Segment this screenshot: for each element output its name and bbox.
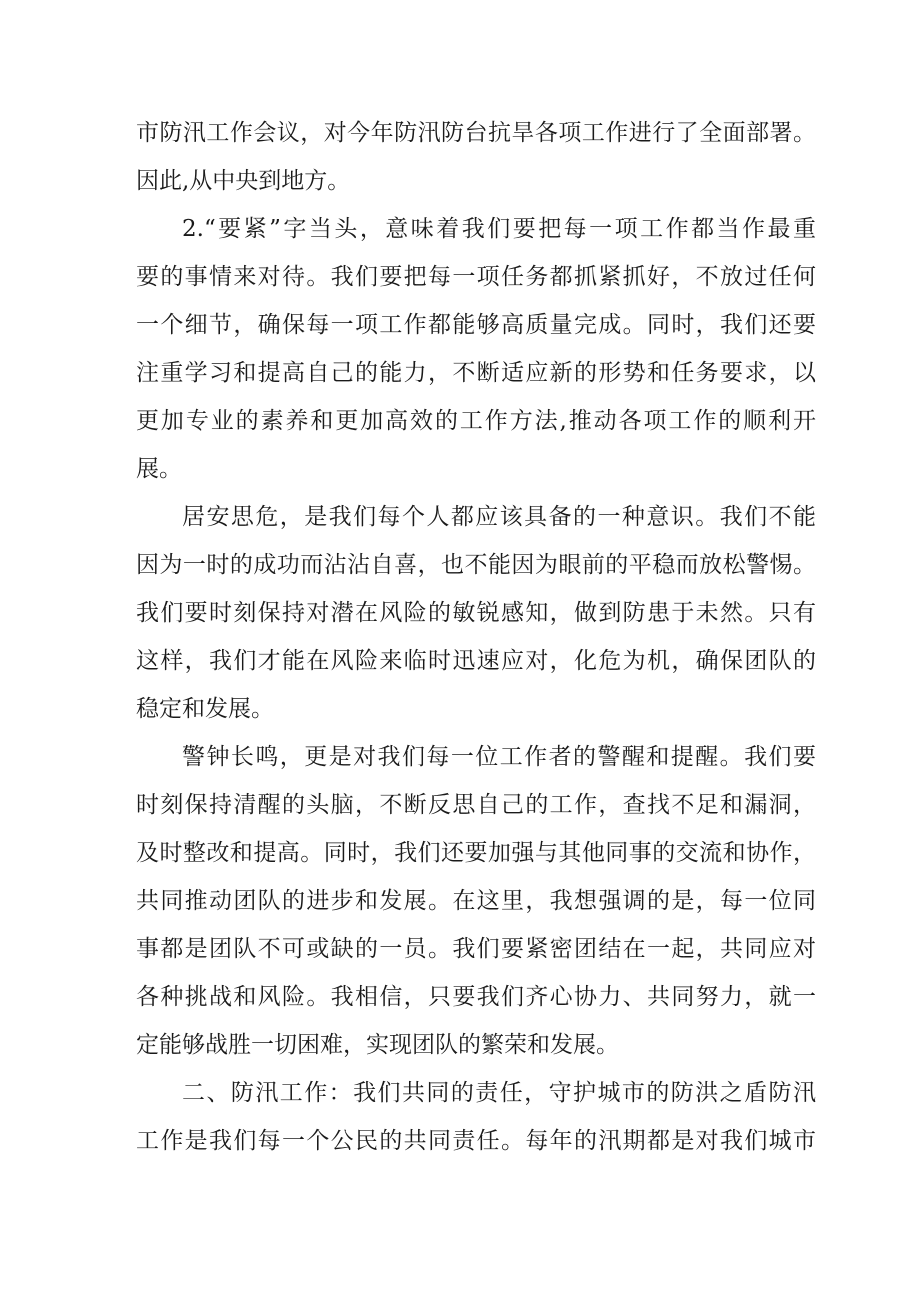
paragraph-start: 2.“要紧”字当头，意味着我们要把每一项工作都当作最重	[182, 216, 816, 242]
text-line: 展。	[136, 456, 182, 482]
paragraph-start: 居安思危，是我们每个人都应该具备的一种意识。我们不能	[182, 504, 816, 530]
paragraph-start: 二、防汛工作：我们共同的责任，守护城市的防洪之盾防汛	[182, 1080, 816, 1106]
text-line: 因为一时的成功而沾沾自喜，也不能因为眼前的平稳而放松警惕。	[136, 552, 816, 578]
text-line: 共同推动团队的进步和发展。在这里，我想强调的是，每一位同	[136, 888, 816, 914]
text-line: 注重学习和提高自己的能力，不断适应新的形势和任务要求，以	[136, 360, 816, 386]
text-line: 稳定和发展。	[136, 696, 274, 722]
text-line: 这样，我们才能在风险来临时迅速应对，化危为机，确保团队的	[136, 648, 816, 674]
text-line: 工作是我们每一个公民的共同责任。每年的汛期都是对我们城市	[136, 1128, 816, 1154]
text-line: 一个细节，确保每一项工作都能够高质量完成。同时，我们还要	[136, 312, 816, 338]
text-line: 时刻保持清醒的头脑，不断反思自己的工作，查找不足和漏洞，	[136, 792, 816, 818]
text-line: 各种挑战和风险。我相信，只要我们齐心协力、共同努力，就一	[136, 984, 816, 1010]
text-line: 定能够战胜一切困难，实现团队的繁荣和发展。	[136, 1032, 619, 1058]
text-line: 我们要时刻保持对潜在风险的敏锐感知，做到防患于未然。只有	[136, 600, 816, 626]
text-line: 及时整改和提高。同时，我们还要加强与其他同事的交流和协作，	[136, 840, 816, 866]
text-line: 市防汛工作会议，对今年防汛防台抗旱各项工作进行了全面部署。	[136, 120, 816, 146]
text-line: 要的事情来对待。我们要把每一项任务都抓紧抓好，不放过任何	[136, 264, 816, 290]
text-line: 事都是团队不可或缺的一员。我们要紧密团结在一起，共同应对	[136, 936, 816, 962]
text-line: 更加专业的素养和更加高效的工作方法,推动各项工作的顺利开	[136, 408, 816, 434]
text-line: 因此,从中央到地方。	[136, 168, 351, 194]
paragraph-start: 警钟长鸣，更是对我们每一位工作者的警醒和提醒。我们要	[182, 744, 816, 770]
